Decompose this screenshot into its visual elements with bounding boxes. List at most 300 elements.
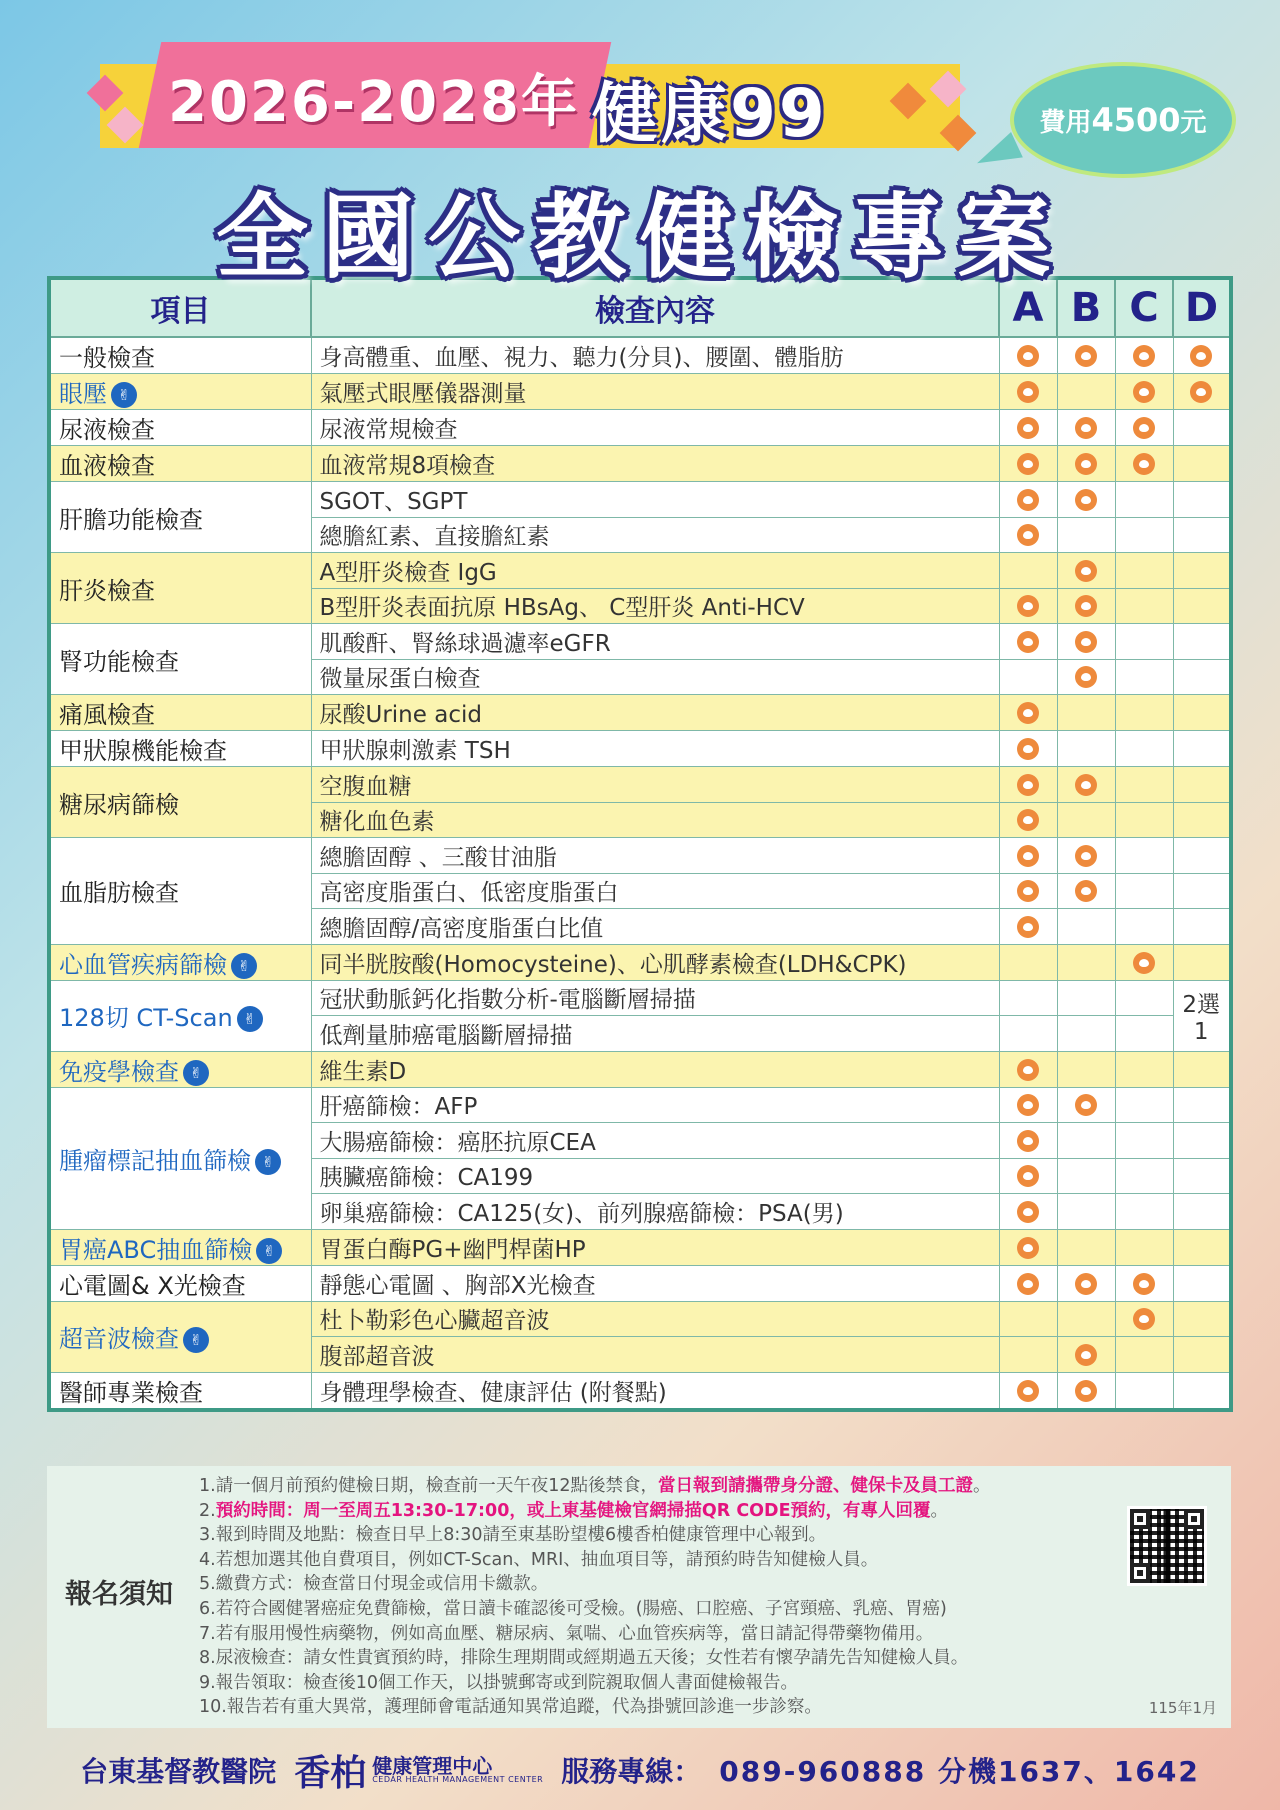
logo-en: CEDAR HEALTH MANAGEMENT CENTER <box>372 1775 544 1784</box>
exam-item <box>49 1301 311 1372</box>
exam-item <box>49 1087 311 1229</box>
package-a-cell <box>999 944 1057 980</box>
heart-check-icon <box>1075 1380 1097 1402</box>
package-b-cell <box>1057 1158 1115 1194</box>
checkup-table <box>47 276 1233 1412</box>
fee-amount: 4500 <box>1091 101 1181 139</box>
package-c-cell <box>1115 553 1173 589</box>
note-item <box>199 1695 1199 1720</box>
package-c-cell <box>1115 1123 1173 1159</box>
note-highlight: 預約時間：周一至周五13:30-17:00，或上東基健檢官網掃描QR CODE預約，有專人回覆 <box>215 1500 931 1521</box>
package-c-cell <box>1115 410 1173 446</box>
thumbs-up-icon: ✌ <box>237 1006 263 1032</box>
hotline-number[interactable]: 089-960888 分機1637、1642 <box>719 1755 1200 1788</box>
package-a-cell <box>999 1265 1057 1301</box>
package-c-cell <box>1115 659 1173 695</box>
package-b-cell <box>1057 659 1115 695</box>
package-a-cell <box>999 980 1057 1016</box>
table-row <box>49 944 1231 980</box>
exam-content: A型肝炎檢查 IgG <box>311 553 999 589</box>
heart-check-icon <box>1133 1273 1155 1295</box>
package-a-cell <box>999 1337 1057 1373</box>
package-b-cell <box>1057 1301 1115 1337</box>
package-a-cell <box>999 767 1057 803</box>
fee-bubble <box>1010 62 1236 178</box>
package-a-cell <box>999 624 1057 660</box>
thumbs-up-icon: ✌ <box>255 1149 281 1175</box>
package-b-cell <box>1057 944 1115 980</box>
package-a-cell <box>999 1016 1057 1052</box>
thumbs-up-icon: ✌ <box>111 382 137 408</box>
package-c-cell <box>1115 517 1173 553</box>
package-c-cell <box>1115 909 1173 945</box>
exam-item-label: 免疫學檢查 <box>59 1057 179 1086</box>
exam-item <box>49 482 311 553</box>
note-item <box>199 1523 1199 1548</box>
heart-check-icon <box>1075 345 1097 367</box>
package-c-cell <box>1115 1087 1173 1123</box>
package-c-cell <box>1115 944 1173 980</box>
heart-check-icon <box>1133 381 1155 403</box>
package-a-cell <box>999 659 1057 695</box>
package-a-cell <box>999 1051 1057 1087</box>
package-a-cell <box>999 553 1057 589</box>
package-a-cell <box>999 1301 1057 1337</box>
table-row <box>49 767 1231 803</box>
package-c-cell <box>1115 1372 1173 1410</box>
package-c-cell <box>1115 1229 1173 1265</box>
package-c-cell <box>1115 1051 1173 1087</box>
heart-check-icon <box>1017 345 1039 367</box>
package-b-cell <box>1057 1087 1115 1123</box>
exam-content: 氣壓式眼壓儀器測量 <box>311 374 999 410</box>
package-d-cell <box>1173 1123 1231 1159</box>
package-a-cell <box>999 909 1057 945</box>
exam-content: 總膽固醇 、三酸甘油脂 <box>311 838 999 874</box>
exam-item-label: 肝膽功能檢查 <box>59 505 203 534</box>
note-text: 5.繳費方式：檢查當日付現金或信用卡繳款。 <box>199 1574 549 1595</box>
table-row <box>49 374 1231 410</box>
heart-check-icon <box>1017 1094 1039 1116</box>
heart-check-icon <box>1017 1237 1039 1259</box>
hotline-label: 服務專線： <box>561 1755 702 1788</box>
note-tail: 。 <box>972 1476 991 1496</box>
exam-item-label: 痛風檢查 <box>59 701 155 729</box>
heart-check-icon <box>1075 1344 1097 1366</box>
exam-item <box>49 1229 311 1265</box>
package-b-cell <box>1057 553 1115 589</box>
table-row <box>49 482 1231 518</box>
package-d-cell <box>1173 1051 1231 1087</box>
package-b-cell <box>1057 517 1115 553</box>
package-b-cell <box>1057 802 1115 838</box>
note-item <box>199 1646 1199 1671</box>
package-a-cell <box>999 374 1057 410</box>
package-b-cell <box>1057 909 1115 945</box>
exam-item-label: 眼壓 <box>59 380 107 408</box>
note-item <box>199 1572 1199 1597</box>
package-d-cell <box>1173 410 1231 446</box>
note-text: 2. <box>199 1500 216 1521</box>
thumbs-up-icon: ✌ <box>183 1060 209 1086</box>
package-d-cell <box>1173 944 1231 980</box>
exam-content: 胰臟癌篩檢：CA199 <box>311 1158 999 1194</box>
exam-item <box>49 731 311 767</box>
package-b-cell <box>1057 374 1115 410</box>
note-tail: 。 <box>930 1500 949 1521</box>
footer <box>0 1740 1280 1800</box>
exam-content: 總膽紅素、直接膽紅素 <box>311 517 999 553</box>
package-a-cell <box>999 1123 1057 1159</box>
package-d-cell <box>1173 482 1231 518</box>
heart-check-icon <box>1133 1308 1155 1330</box>
package-d-cell <box>1173 659 1231 695</box>
column-header-package-c: C <box>1115 278 1173 337</box>
package-c-cell <box>1115 1194 1173 1230</box>
heart-check-icon <box>1075 560 1097 582</box>
package-a-cell <box>999 1158 1057 1194</box>
exam-content: 糖化血色素 <box>311 802 999 838</box>
package-c-cell <box>1115 1337 1173 1373</box>
thumbs-up-icon: ✌ <box>256 1238 282 1264</box>
exam-item <box>49 1265 311 1301</box>
cedar-logo <box>294 1745 543 1796</box>
heart-check-icon <box>1017 381 1039 403</box>
table-row <box>49 1301 1231 1337</box>
package-a-cell <box>999 588 1057 624</box>
page-title: 全國公教健檢專案 <box>215 184 1064 291</box>
package-b-cell <box>1057 767 1115 803</box>
exam-content: 冠狀動脈鈣化指數分析-電腦斷層掃描 <box>311 980 999 1016</box>
exam-item <box>49 337 311 374</box>
package-b-cell <box>1057 873 1115 909</box>
qr-code[interactable] <box>1127 1506 1207 1586</box>
package-c-cell <box>1115 482 1173 518</box>
column-header-package-a: A <box>999 278 1057 337</box>
table-row <box>49 695 1231 731</box>
package-a-cell <box>999 1372 1057 1410</box>
thumbs-up-icon: ✌ <box>183 1327 209 1353</box>
exam-item <box>49 767 311 838</box>
package-d-cell <box>1173 1194 1231 1230</box>
note-text: 8.尿液檢查：請女性貴賓預約時，排除生理期間或經期過五天後；女性若有懷孕請先告知健檢人員。 <box>199 1648 969 1669</box>
package-b-cell <box>1057 1229 1115 1265</box>
heart-check-icon <box>1017 1273 1039 1295</box>
package-b-cell <box>1057 1123 1115 1159</box>
package-d-cell <box>1173 588 1231 624</box>
heart-check-icon <box>1075 845 1097 867</box>
exam-item <box>49 410 311 446</box>
exam-content: 大腸癌篩檢：癌胚抗原CEA <box>311 1123 999 1159</box>
table-row <box>49 1372 1231 1410</box>
exam-item-label: 糖尿病篩檢 <box>59 790 179 819</box>
notes-list <box>199 1474 1199 1720</box>
package-b-cell <box>1057 1051 1115 1087</box>
package-c-cell <box>1115 337 1173 374</box>
note-item <box>199 1671 1199 1696</box>
pick-one-note: 2選1 <box>1173 980 1231 1051</box>
heart-check-icon <box>1017 595 1039 617</box>
exam-content: 總膽固醇/高密度脂蛋白比值 <box>311 909 999 945</box>
package-c-cell <box>1115 767 1173 803</box>
note-item <box>199 1474 1199 1499</box>
package-c-cell <box>1115 588 1173 624</box>
exam-content: 腹部超音波 <box>311 1337 999 1373</box>
package-c-cell <box>1115 446 1173 482</box>
exam-content: B型肝炎表面抗原 HBsAg、 C型肝炎 Anti-HCV <box>311 588 999 624</box>
exam-content: 靜態心電圖 、胸部X光檢查 <box>311 1265 999 1301</box>
package-c-cell <box>1115 731 1173 767</box>
package-d-cell <box>1173 517 1231 553</box>
heart-check-icon <box>1017 1165 1039 1187</box>
exam-item <box>49 446 311 482</box>
exam-content: 身高體重、血壓、視力、聽力(分貝)、腰圍、體脂肪 <box>311 337 999 374</box>
exam-item-label: 腎功能檢查 <box>59 647 179 676</box>
package-b-cell <box>1057 1016 1115 1052</box>
package-a-cell <box>999 838 1057 874</box>
table-row <box>49 980 1231 1016</box>
heart-check-icon <box>1075 417 1097 439</box>
note-text: 10.報告若有重大異常，護理師會電話通知異常追蹤，代為掛號回診進一步診察。 <box>199 1697 822 1718</box>
exam-content: 甲狀腺刺激素 TSH <box>311 731 999 767</box>
exam-content: 低劑量肺癌電腦斷層掃描 <box>311 1016 999 1052</box>
logo-sub: 健康管理中心 <box>372 1754 493 1778</box>
note-text: 4.若想加選其他自費項目，例如CT-Scan、MRI、抽血項目等，請預約時告知健檢人員。 <box>199 1549 879 1570</box>
header-brand: 健康99 <box>592 75 828 152</box>
exam-item-label: 甲狀腺機能檢查 <box>59 737 227 765</box>
package-d-cell <box>1173 374 1231 410</box>
heart-check-icon <box>1133 417 1155 439</box>
exam-content: 胃蛋白酶PG+幽門桿菌HP <box>311 1229 999 1265</box>
exam-content: 血液常規8項檢查 <box>311 446 999 482</box>
heart-check-icon <box>1017 702 1039 724</box>
package-a-cell <box>999 731 1057 767</box>
heart-check-icon <box>1017 631 1039 653</box>
exam-item-label: 尿液檢查 <box>59 416 155 444</box>
package-d-cell <box>1173 553 1231 589</box>
heart-check-icon <box>1017 489 1039 511</box>
package-b-cell <box>1057 1372 1115 1410</box>
notes-label: 報名須知 <box>65 1579 173 1610</box>
package-d-cell <box>1173 1158 1231 1194</box>
table-row <box>49 1265 1231 1301</box>
exam-content: 肌酸酐、腎絲球過濾率eGFR <box>311 624 999 660</box>
package-a-cell <box>999 1194 1057 1230</box>
package-d-cell <box>1173 1087 1231 1123</box>
package-a-cell <box>999 695 1057 731</box>
exam-content: 高密度脂蛋白、低密度脂蛋白 <box>311 873 999 909</box>
heart-check-icon <box>1133 952 1155 974</box>
heart-check-icon <box>1075 453 1097 475</box>
package-b-cell <box>1057 695 1115 731</box>
package-b-cell <box>1057 1337 1115 1373</box>
exam-content: SGOT、SGPT <box>311 482 999 518</box>
heart-check-icon <box>1017 809 1039 831</box>
package-b-cell <box>1057 731 1115 767</box>
exam-item-label: 胃癌ABC抽血篩檢 <box>59 1235 253 1264</box>
package-b-cell <box>1057 337 1115 374</box>
heart-check-icon <box>1075 631 1097 653</box>
package-b-cell <box>1057 624 1115 660</box>
registration-notes <box>47 1466 1231 1728</box>
package-b-cell <box>1057 446 1115 482</box>
package-d-cell <box>1173 1372 1231 1410</box>
exam-item <box>49 1051 311 1087</box>
heart-check-icon <box>1075 1094 1097 1116</box>
column-header-content: 檢查內容 <box>311 278 999 337</box>
package-c-cell <box>1115 1301 1173 1337</box>
heart-check-icon <box>1075 880 1097 902</box>
exam-item <box>49 374 311 410</box>
exam-item <box>49 838 311 945</box>
package-d-cell <box>1173 1265 1231 1301</box>
fee-suffix: 元 <box>1180 107 1207 138</box>
heart-check-icon <box>1017 1130 1039 1152</box>
issue-date: 115年1月 <box>1148 1699 1217 1717</box>
package-d-cell <box>1173 873 1231 909</box>
heart-check-icon <box>1017 880 1039 902</box>
logo-cn: 香柏 <box>294 1751 367 1794</box>
note-text: 6.若符合國健署癌症免費篩檢，當日讀卡確認後可受檢。(腸癌、口腔癌、子宮頸癌、乳癌、胃癌) <box>199 1598 947 1619</box>
package-b-cell <box>1057 1265 1115 1301</box>
note-text: 7.若有服用慢性病藥物，例如高血壓、糖尿病、氣喘、心血管疾病等，當日請記得帶藥物備用。 <box>199 1623 934 1644</box>
heart-check-icon <box>1190 381 1212 403</box>
package-d-cell <box>1173 446 1231 482</box>
package-a-cell <box>999 1229 1057 1265</box>
package-b-cell <box>1057 980 1115 1016</box>
exam-item-label: 一般檢查 <box>59 344 155 372</box>
table-row <box>49 446 1231 482</box>
exam-item-label: 肝炎檢查 <box>59 576 155 605</box>
exam-item-label: 心電圖& X光檢查 <box>59 1271 246 1300</box>
package-d-cell <box>1173 767 1231 803</box>
exam-content: 肝癌篩檢：AFP <box>311 1087 999 1123</box>
package-d-cell <box>1173 1337 1231 1373</box>
package-b-cell <box>1057 410 1115 446</box>
exam-content: 卵巢癌篩檢：CA125(女)、前列腺癌篩檢：PSA(男) <box>311 1194 999 1230</box>
heart-check-icon <box>1017 1201 1039 1223</box>
thumbs-up-icon: ✌ <box>231 953 257 979</box>
package-c-cell <box>1115 802 1173 838</box>
table-row <box>49 1051 1231 1087</box>
package-d-cell <box>1173 337 1231 374</box>
heart-check-icon <box>1017 845 1039 867</box>
fee-prefix: 費用 <box>1039 107 1092 138</box>
package-b-cell <box>1057 838 1115 874</box>
exam-item-label: 心血管疾病篩檢 <box>59 950 227 979</box>
heart-check-icon <box>1017 453 1039 475</box>
package-d-cell <box>1173 731 1231 767</box>
table-row <box>49 410 1231 446</box>
heart-check-icon <box>1075 666 1097 688</box>
note-text: 3.報到時間及地點：檢查日早上8:30請至東基盼望樓6樓香柏健康管理中心報到。 <box>199 1525 827 1546</box>
heart-check-icon <box>1017 524 1039 546</box>
package-b-cell <box>1057 588 1115 624</box>
package-a-cell <box>999 446 1057 482</box>
package-c-cell <box>1115 838 1173 874</box>
heart-check-icon <box>1075 1273 1097 1295</box>
exam-content: 微量尿蛋白檢查 <box>311 659 999 695</box>
note-item <box>199 1597 1199 1622</box>
table-row <box>49 1087 1231 1123</box>
package-a-cell <box>999 802 1057 838</box>
exam-item-label: 血脂肪檢查 <box>59 879 179 908</box>
package-c-cell <box>1115 1158 1173 1194</box>
exam-content: 尿液常規檢查 <box>311 410 999 446</box>
exam-item-label: 血液檢查 <box>59 452 155 480</box>
heart-check-icon <box>1017 417 1039 439</box>
heart-check-icon <box>1017 738 1039 760</box>
column-header-item: 項目 <box>49 278 311 337</box>
package-d-cell <box>1173 1301 1231 1337</box>
package-d-cell <box>1173 802 1231 838</box>
package-c-cell <box>1115 980 1173 1016</box>
heart-check-icon <box>1075 489 1097 511</box>
heart-check-icon <box>1017 774 1039 796</box>
package-d-cell <box>1173 909 1231 945</box>
exam-item-label: 醫師專業檢查 <box>59 1378 203 1407</box>
column-header-package-b: B <box>1057 278 1115 337</box>
column-header-package-d: D <box>1173 278 1231 337</box>
note-item <box>199 1499 1199 1524</box>
package-d-cell <box>1173 1229 1231 1265</box>
exam-content: 維生素D <box>311 1051 999 1087</box>
note-text: 1.請一個月前預約健檢日期，檢查前一天午夜12點後禁食， <box>199 1476 658 1496</box>
heart-check-icon <box>1075 774 1097 796</box>
note-highlight: 當日報到請攜帶身分證、健保卡及員工證 <box>657 1476 973 1496</box>
package-a-cell <box>999 410 1057 446</box>
heart-check-icon <box>1190 345 1212 367</box>
package-d-cell <box>1173 695 1231 731</box>
heart-check-icon <box>1133 345 1155 367</box>
package-b-cell <box>1057 1194 1115 1230</box>
exam-content: 身體理學檢查、健康評估 (附餐點) <box>311 1372 999 1410</box>
exam-item-label: 腫瘤標記抽血篩檢 <box>59 1146 251 1175</box>
exam-item-label: 128切 CT-Scan <box>59 1004 233 1032</box>
package-c-cell <box>1115 1265 1173 1301</box>
note-item <box>199 1548 1199 1573</box>
package-b-cell <box>1057 482 1115 518</box>
table-row <box>49 553 1231 589</box>
table-row <box>49 1229 1231 1265</box>
hospital-name: 台東基督教醫院 <box>80 1755 277 1788</box>
exam-content: 同半胱胺酸(Homocysteine)、心肌酵素檢查(LDH&CPK) <box>311 944 999 980</box>
table-row <box>49 337 1231 374</box>
package-a-cell <box>999 1087 1057 1123</box>
heart-check-icon <box>1133 453 1155 475</box>
exam-content: 杜卜勒彩色心臟超音波 <box>311 1301 999 1337</box>
heart-check-icon <box>1017 916 1039 938</box>
exam-item <box>49 1372 311 1410</box>
exam-item <box>49 695 311 731</box>
package-c-cell <box>1115 624 1173 660</box>
package-a-cell <box>999 517 1057 553</box>
package-a-cell <box>999 482 1057 518</box>
note-item <box>199 1622 1199 1647</box>
exam-content: 尿酸Urine acid <box>311 695 999 731</box>
heart-check-icon <box>1075 595 1097 617</box>
package-c-cell <box>1115 374 1173 410</box>
package-d-cell <box>1173 838 1231 874</box>
package-c-cell <box>1115 873 1173 909</box>
package-a-cell <box>999 873 1057 909</box>
table-row <box>49 731 1231 767</box>
package-a-cell <box>999 337 1057 374</box>
package-c-cell <box>1115 1016 1173 1052</box>
exam-item <box>49 553 311 624</box>
package-c-cell <box>1115 695 1173 731</box>
heart-check-icon <box>1017 1380 1039 1402</box>
